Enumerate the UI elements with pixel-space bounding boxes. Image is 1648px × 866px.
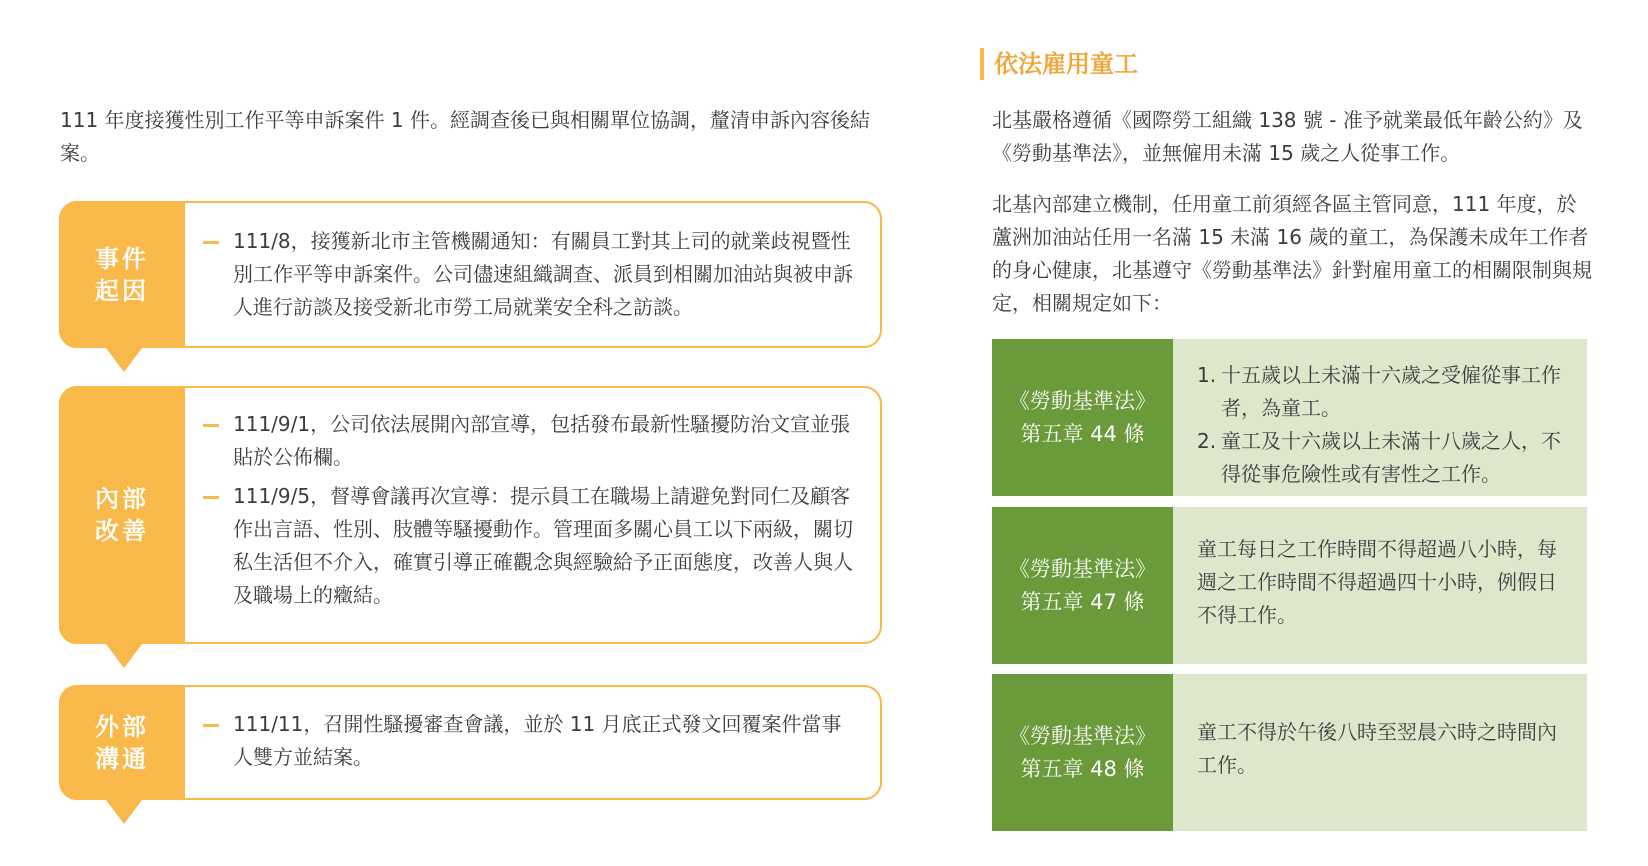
down-arrow-icon (106, 644, 142, 668)
case-item: 111/8，接獲新北市主管機關通知：有關員工對其上司的就業歧視暨性別工作平等申訴案件。公司儘速組織調查、派員到相關加油站與被申訴人進行訪談及接受新北市勞工局就業安全科之訪談。 (203, 225, 858, 324)
law-name-title: 《勞動基準法》 (1009, 723, 1156, 748)
law-row-44 (992, 339, 1587, 496)
case-event-cause (59, 201, 882, 348)
case-body (203, 408, 858, 612)
down-arrow-icon (106, 348, 142, 372)
law-name (992, 674, 1173, 831)
case-internal-improvement (59, 386, 882, 644)
section-title: 依法雇用童工 (980, 48, 1138, 80)
law-row-47 (992, 507, 1587, 664)
law-name-article: 第五章 47 條 (1020, 589, 1145, 614)
law-text (1173, 339, 1587, 496)
intro-paragraph: 111 年度接獲性別工作平等申訴案件 1 件。經調查後已與相關單位協調，釐清申訴內容後結案。 (60, 108, 870, 165)
law-name (992, 339, 1173, 496)
case-tag (59, 386, 185, 644)
law-list-item (1197, 359, 1567, 425)
law-name-title: 《勞動基準法》 (1009, 556, 1156, 581)
law-name (992, 507, 1173, 664)
law-list-item (1197, 425, 1567, 491)
law-row-48 (992, 674, 1587, 831)
law-text: 童工每日之工作時間不得超過八小時，每週之工作時間不得超過四十小時，例假日不得工作。 (1173, 507, 1587, 664)
case-tag-label: 內部改善 (95, 485, 149, 545)
paragraph-compliance: 北基嚴格遵循《國際勞工組織 138 號 - 准予就業最低年齡公約》及《勞動基準法》，並無僱用未滿 15 歲之人從事工作。 (992, 108, 1583, 165)
case-item: 111/9/1，公司依法展開內部宣導，包括發布最新性騷擾防治文宣並張貼於公佈欄。 (203, 408, 858, 474)
law-name-title: 《勞動基準法》 (1009, 388, 1156, 413)
case-body (203, 708, 858, 774)
law-name-article: 第五章 48 條 (1020, 756, 1145, 781)
list-text: 十五歲以上未滿十六歲之受僱從事工作者，為童工。 (1221, 363, 1561, 420)
down-arrow-icon (106, 800, 142, 824)
law-name-article: 第五章 44 條 (1020, 421, 1145, 446)
case-item: 111/9/5，督導會議再次宣導：提示員工在職場上請避免對同仁及顧客作出言語、性別、肢體等騷擾動作。管理面多關心員工以下兩級，關切私生活但不介入，確實引導正確觀念與經驗給予正面態度，改善人與人及職場上的癥結。 (203, 480, 858, 612)
list-number: 2. (1197, 429, 1217, 453)
case-body (203, 225, 858, 324)
paragraph-mechanism: 北基內部建立機制，任用童工前須經各區主管同意，111 年度，於蘆洲加油站任用一名滿 15 未滿 16 歲的童工，為保護未成年工作者的身心健康，北基遵守《勞動基準法》針對雇用童工的相關限制與規定，相關規定如下： (992, 192, 1592, 315)
case-item: 111/11，召開性騷擾審查會議，並於 11 月底正式發文回覆案件當事人雙方並結案。 (203, 708, 858, 774)
law-text: 童工不得於午後八時至翌晨六時之時間內工作。 (1173, 674, 1587, 831)
list-number: 1. (1197, 363, 1217, 387)
law-list (1197, 359, 1567, 491)
list-text: 童工及十六歲以上未滿十八歲之人，不得從事危險性或有害性之工作。 (1221, 429, 1561, 486)
case-tag-label: 事件起因 (95, 244, 149, 305)
case-tag-label: 外部溝通 (95, 712, 149, 773)
case-tag (59, 201, 185, 348)
case-external-communication (59, 685, 882, 800)
case-tag (59, 685, 185, 800)
